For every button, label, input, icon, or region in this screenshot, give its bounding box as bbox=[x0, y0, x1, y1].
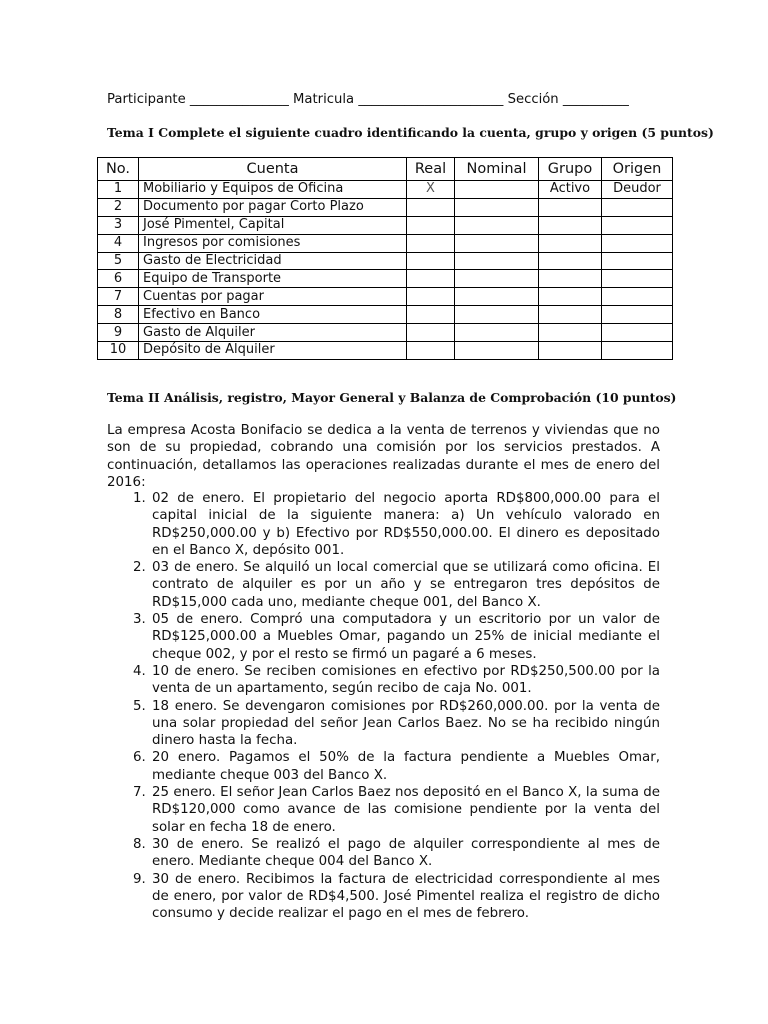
cell-grupo[interactable] bbox=[539, 216, 602, 234]
cell-nominal[interactable] bbox=[455, 234, 539, 252]
table-row bbox=[98, 306, 673, 324]
table-row bbox=[98, 216, 673, 234]
cell-no: 10 bbox=[98, 342, 139, 360]
header-nominal: Nominal bbox=[455, 158, 539, 181]
cell-cuenta: Ingresos por comisiones bbox=[139, 234, 407, 252]
operations-list bbox=[107, 490, 660, 922]
cell-origen[interactable] bbox=[602, 252, 673, 270]
cell-cuenta: Gasto de Alquiler bbox=[139, 324, 407, 342]
header-fields bbox=[107, 92, 667, 107]
cell-real[interactable] bbox=[407, 324, 455, 342]
cell-cuenta: Cuentas por pagar bbox=[139, 288, 407, 306]
cell-nominal[interactable] bbox=[455, 181, 539, 199]
seccion-field[interactable]: __________ bbox=[562, 92, 629, 107]
cell-no: 6 bbox=[98, 270, 139, 288]
table-row bbox=[98, 270, 673, 288]
cell-real[interactable] bbox=[407, 198, 455, 216]
list-item: 1. 02 de enero. El propietario del negocio aporta RD$800,000.00 para el capital inicial de la siguiente manera: a) Un vehículo valorado en RD$250,000.00 y b) Efectivo por RD$550,000.00. El dinero es depositado en el Banco X, depósito 001. bbox=[150, 490, 660, 559]
cell-cuenta: Mobiliario y Equipos de Oficina bbox=[139, 181, 407, 199]
list-item: 8. 30 de enero. Se realizó el pago de alquiler correspondiente al mes de enero. Mediante cheque 004 del Banco X. bbox=[150, 836, 660, 871]
cell-grupo[interactable] bbox=[539, 270, 602, 288]
table-row bbox=[98, 252, 673, 270]
table-header-row bbox=[98, 158, 673, 181]
cell-nominal[interactable] bbox=[455, 288, 539, 306]
list-item: 9. 30 de enero. Recibimos la factura de electricidad correspondiente al mes de enero, por valor de RD$4,500. José Pimentel realiza el registro de dicho consumo y decide realizar el pago en el mes de febrero. bbox=[150, 871, 660, 923]
table-row bbox=[98, 181, 673, 199]
table-row bbox=[98, 198, 673, 216]
cell-origen[interactable]: Deudor bbox=[602, 181, 673, 199]
cell-origen[interactable] bbox=[602, 270, 673, 288]
cell-cuenta: José Pimentel, Capital bbox=[139, 216, 407, 234]
cell-grupo[interactable] bbox=[539, 306, 602, 324]
cell-grupo[interactable] bbox=[539, 324, 602, 342]
cell-origen[interactable] bbox=[602, 342, 673, 360]
cell-nominal[interactable] bbox=[455, 198, 539, 216]
cell-cuenta: Gasto de Electricidad bbox=[139, 252, 407, 270]
cell-origen[interactable] bbox=[602, 288, 673, 306]
header-real: Real bbox=[407, 158, 455, 181]
cell-no: 5 bbox=[98, 252, 139, 270]
cell-origen[interactable] bbox=[602, 216, 673, 234]
cell-grupo[interactable] bbox=[539, 288, 602, 306]
header-cuenta: Cuenta bbox=[139, 158, 407, 181]
list-item: 5. 18 enero. Se devengaron comisiones por RD$260,000.00. por la venta de una solar propiedad del señor Jean Carlos Baez. No se ha recibido ningún dinero hasta la fecha. bbox=[150, 698, 660, 750]
cell-real[interactable]: X bbox=[407, 181, 455, 199]
cell-cuenta: Equipo de Transporte bbox=[139, 270, 407, 288]
cell-real[interactable] bbox=[407, 288, 455, 306]
cell-real[interactable] bbox=[407, 234, 455, 252]
cell-no: 3 bbox=[98, 216, 139, 234]
accounts-table bbox=[97, 157, 673, 360]
cell-real[interactable] bbox=[407, 342, 455, 360]
cell-grupo[interactable] bbox=[539, 252, 602, 270]
cell-grupo[interactable] bbox=[539, 342, 602, 360]
cell-nominal[interactable] bbox=[455, 324, 539, 342]
cell-grupo[interactable] bbox=[539, 234, 602, 252]
cell-origen[interactable] bbox=[602, 198, 673, 216]
cell-real[interactable] bbox=[407, 270, 455, 288]
header-no: No. bbox=[98, 158, 139, 181]
cell-nominal[interactable] bbox=[455, 342, 539, 360]
intro-paragraph: La empresa Acosta Bonifacio se dedica a la venta de terrenos y viviendas que no son de su propiedad, cobrando una comisión por los servicios prestados. A continuación, detallamos las operaciones realizadas durante el mes de enero del 2016: bbox=[107, 423, 660, 490]
cell-real[interactable] bbox=[407, 252, 455, 270]
header-origen: Origen bbox=[602, 158, 673, 181]
table-row bbox=[98, 342, 673, 360]
header-grupo: Grupo bbox=[539, 158, 602, 181]
seccion-label: Sección bbox=[507, 92, 559, 107]
list-item: 6. 20 enero. Pagamos el 50% de la factura pendiente a Muebles Omar, mediante cheque 003 del Banco X. bbox=[150, 749, 660, 784]
cell-no: 8 bbox=[98, 306, 139, 324]
list-item: 3. 05 de enero. Compró una computadora y un escritorio por un valor de RD$125,000.00 a Muebles Omar, pagando un 25% de inicial mediante el cheque 002, y por el resto se firmó un pagaré a 6 meses. bbox=[150, 611, 660, 663]
list-item: 4. 10 de enero. Se reciben comisiones en efectivo por RD$250,500.00 por la venta de un apartamento, según recibo de caja No. 001. bbox=[150, 663, 660, 698]
cell-nominal[interactable] bbox=[455, 270, 539, 288]
cell-origen[interactable] bbox=[602, 306, 673, 324]
cell-cuenta: Documento por pagar Corto Plazo bbox=[139, 198, 407, 216]
participant-label: Participante bbox=[107, 92, 186, 107]
matricula-label: Matricula bbox=[293, 92, 355, 107]
cell-cuenta: Depósito de Alquiler bbox=[139, 342, 407, 360]
participant-field[interactable]: _______________ bbox=[189, 92, 289, 107]
cell-nominal[interactable] bbox=[455, 216, 539, 234]
table-row bbox=[98, 288, 673, 306]
list-item: 2. 03 de enero. Se alquiló un local comercial que se utilizará como oficina. El contrato de alquiler es por un año y se entregaron tres depósitos de RD$15,000 cada uno, mediante cheque 001, del Banco X. bbox=[150, 559, 660, 611]
tema1-heading: Tema I Complete el siguiente cuadro identificando la cuenta, grupo y origen (5 puntos) bbox=[107, 125, 714, 140]
cell-real[interactable] bbox=[407, 306, 455, 324]
cell-cuenta: Efectivo en Banco bbox=[139, 306, 407, 324]
list-item: 7. 25 enero. El señor Jean Carlos Baez nos depositó en el Banco X, la suma de RD$120,000 como avance de las comisione pendiente por la venta del solar en fecha 18 de enero. bbox=[150, 784, 660, 836]
table-row bbox=[98, 234, 673, 252]
cell-no: 1 bbox=[98, 181, 139, 199]
matricula-field[interactable]: ______________________ bbox=[358, 92, 504, 107]
cell-real[interactable] bbox=[407, 216, 455, 234]
cell-no: 4 bbox=[98, 234, 139, 252]
cell-origen[interactable] bbox=[602, 234, 673, 252]
cell-no: 2 bbox=[98, 198, 139, 216]
cell-nominal[interactable] bbox=[455, 252, 539, 270]
table-row bbox=[98, 324, 673, 342]
cell-no: 7 bbox=[98, 288, 139, 306]
cell-origen[interactable] bbox=[602, 324, 673, 342]
cell-nominal[interactable] bbox=[455, 306, 539, 324]
cell-grupo[interactable]: Activo bbox=[539, 181, 602, 199]
tema2-heading: Tema II Análisis, registro, Mayor General y Balanza de Comprobación (10 puntos) bbox=[107, 390, 677, 405]
cell-no: 9 bbox=[98, 324, 139, 342]
cell-grupo[interactable] bbox=[539, 198, 602, 216]
